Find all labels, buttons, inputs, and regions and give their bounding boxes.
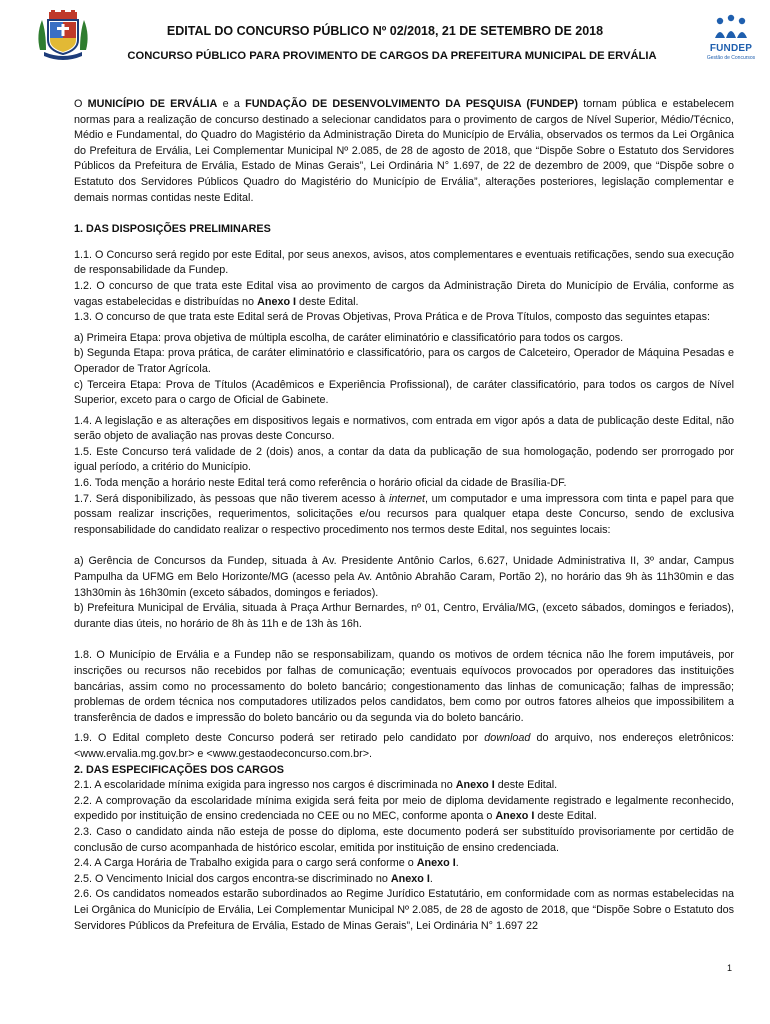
fundep-logo-subtitle: Gestão de Concursos (706, 55, 756, 61)
clause-2-6: 2.6. Os candidatos nomeados estarão subordinados ao Regime Jurídico Estatutário, em conformidade com as normas estabelecidas na Lei Orgânica do Município de Ervália, Lei Complementar Municipal Nº 2.085, de 28 de agosto de 2018, que “Dispõe Sobre o Estatuto dos Servidores Públicos da Prefeitura de Ervália, Estado de Minas Gerais”, Lei Ordinária N° 1.697 22 (74, 888, 734, 932)
clause-2-5: 2.5. O Vencimento Inicial dos cargos encontra-se discriminado no Anexo I. (74, 872, 433, 885)
clause-1-6: 1.6. Toda menção a horário neste Edital terá como referência o horário oficial da cidade de Brasília-DF. (74, 477, 567, 490)
section-2-title: 2. DAS ESPECIFICAÇÕES DOS CARGOS (74, 763, 284, 776)
clause-1-3-b: b) Segunda Etapa: prova prática, de caráter eliminatório e classificatório, para os cargos de Calceteiro, Operador de Máquina Pesadas e Operador de Trator Agrícola. (74, 347, 734, 375)
intro-paragraph: O MUNICÍPIO DE ERVÁLIA e a FUNDAÇÃO DE DESENVOLVIMENTO DA PESQUISA (FUNDEP) tornam pública e estabelecem normas para a realização de concurso destinado a selecionar candidatos para o provimento de cargos de Nível Superior, Médio/Técnico, Médio e Fundamental, do Quadro do Magistério da Administração Direta do Município de Ervália, observados os termos da Lei Orgânica do Prefeitura de Ervália, Lei Complementar Municipal Nº 2.085, de 28 de agosto de 2018, que “Dispõe Sobre o Estatuto dos Servidores Públicos da Prefeitura de Ervália, Estado de Minas Gerais”, Lei Ordinária N° 1.697, de 22 de dezembro de 2009, que “Dispõe sobre o Estatuto dos Servidores Públicos Quadro do Magistério do Município de Ervália”, alterações posteriores, legislação complementar e demais normas contidas neste Edital. (74, 98, 734, 204)
section-1-title: 1. DAS DISPOSIÇÕES PRELIMINARES (74, 223, 271, 236)
clause-1-7-b: b) Prefeitura Municipal de Ervália, situada à Praça Arthur Bernardes, nº 01, Centro, Ervália/MG, (exceto sábados, domingos e feriados), durante dias úteis, no horário de 8h às 11h e de 13h às 16h. (74, 602, 734, 630)
clause-1-5: 1.5. Este Concurso terá validade de 2 (dois) anos, a contar da data da publicação de sua homologação, podendo ser prorrogado por igual período, a critério do Município. (74, 445, 734, 474)
edital-body (74, 97, 734, 934)
clause-1-7: 1.7. Será disponibilizado, às pessoas que não tiverem acesso à internet, um computador e uma impressora com tinta e papel para que possam realizar inscrições, requerimentos, solicitações e/ou recursos para qualquer etapa deste Concurso, sendo de exclusiva responsabilidade do candidato realizar o respectivo procedimento nos termos deste Edital, nos seguintes locais: (74, 492, 734, 536)
fundep-logo-name: FUNDEP (709, 43, 753, 54)
edital-title: EDITAL DO CONCURSO PÚBLICO Nº 02/2018, 21 DE SETEMBRO DE 2018 (166, 24, 604, 38)
clause-1-3-a: a) Primeira Etapa: prova objetiva de múltipla escolha, de caráter eliminatório e classificatório para todos os cargos. (74, 331, 624, 344)
clause-1-8: 1.8. O Município de Ervália e a Fundep não se responsabilizam, quando os motivos de ordem técnica não lhe forem imputáveis, por inscrições ou recursos não recebidos por falhas de comunicação; eventuais equívocos provocados por operadores das instituições bancárias, assim como no processamento do boleto bancário; congestionamento das linhas de comunicação; falhas de impressão; problemas de ordem técnica nos computadores utilizados pelos candidatos, bem como por outros fatores alheios que impossibilitem a transferência de dados e impressão do boleto bancário ou da segunda via do boleto bancário. (74, 649, 734, 724)
clause-1-4: 1.4. A legislação e as alterações em dispositivos legais e normativos, com entrada em vigor após a data de publicação deste Edital, não serão objeto de avaliação nas provas deste Concurso. (74, 414, 734, 443)
page-number: 1 (727, 963, 733, 973)
edital-subtitle: CONCURSO PÚBLICO PARA PROVIMENTO DE CARGOS DA PREFEITURA MUNICIPAL DE ERVÁLIA (127, 50, 657, 62)
clause-2-2: 2.2. A comprovação da escolaridade mínima exigida será feita por meio de diploma devidamente registrado e legalmente reconhecido, expedido por instituição de ensino credenciada no CEE ou no MEC, conforme aponta o Anexo I deste Edital. (74, 794, 734, 823)
clause-1-2: 1.2. O concurso de que trata este Edital visa ao provimento de cargos da Administração Direta do Município de Ervália, conforme as vagas estabelecidas e distribuídas no Anexo I deste Edital. (74, 279, 734, 308)
ervalia-crest-logo (32, 10, 94, 60)
clause-1-1: 1.1. O Concurso será regido por este Edital, por seus anexos, avisos, atos complementares e eventuais retificações, sendo sua execução de responsabilidade da Fundep. (74, 248, 734, 277)
fundep-logo (700, 14, 762, 64)
fundep-mark-icon (711, 14, 751, 40)
clause-1-9: 1.9. O Edital completo deste Concurso poderá ser retirado pelo candidato por download do arquivo, nos endereços eletrônicos: <www.ervalia.mg.gov.br> e <www.gestaodeconcurso.com.br>. (74, 732, 734, 760)
clause-2-4: 2.4. A Carga Horária de Trabalho exigida para o cargo será conforme o Anexo I. (74, 857, 459, 870)
clause-1-7-a: a) Gerência de Concursos da Fundep, situada à Av. Presidente Antônio Carlos, 6.627, Unidade Administrativa II, 3º andar, Campus Pampulha da UFMG em Belo Horizonte/MG (acesso pela Av. Antônio Abrahão Caram, Portão 2), no horário das 9h às 11h30min e das 13h30min às 16h30min (exceto sábados, domingos e feriados). (74, 555, 734, 599)
clause-1-3: 1.3. O concurso de que trata este Edital será de Provas Objetivas, Prova Prática e de Prova Títulos, composto das seguintes etapas: (74, 311, 710, 324)
clause-2-1: 2.1. A escolaridade mínima exigida para ingresso nos cargos é discriminada no Anexo I deste Edital. (74, 779, 558, 792)
clause-2-3: 2.3. Caso o candidato ainda não esteja de posse do diploma, este documento poderá ser substituído provisoriamente por certidão de conclusão de curso acompanhada de histórico escolar, emitida por instituição de ensino credenciada. (74, 825, 734, 854)
clause-1-3-c: c) Terceira Etapa: Prova de Títulos (Acadêmicos e Experiência Profissional), de caráter classificatório, para todos os cargos de Nível Superior, exceto para o cargo de Oficial de Gabinete. (74, 378, 734, 407)
